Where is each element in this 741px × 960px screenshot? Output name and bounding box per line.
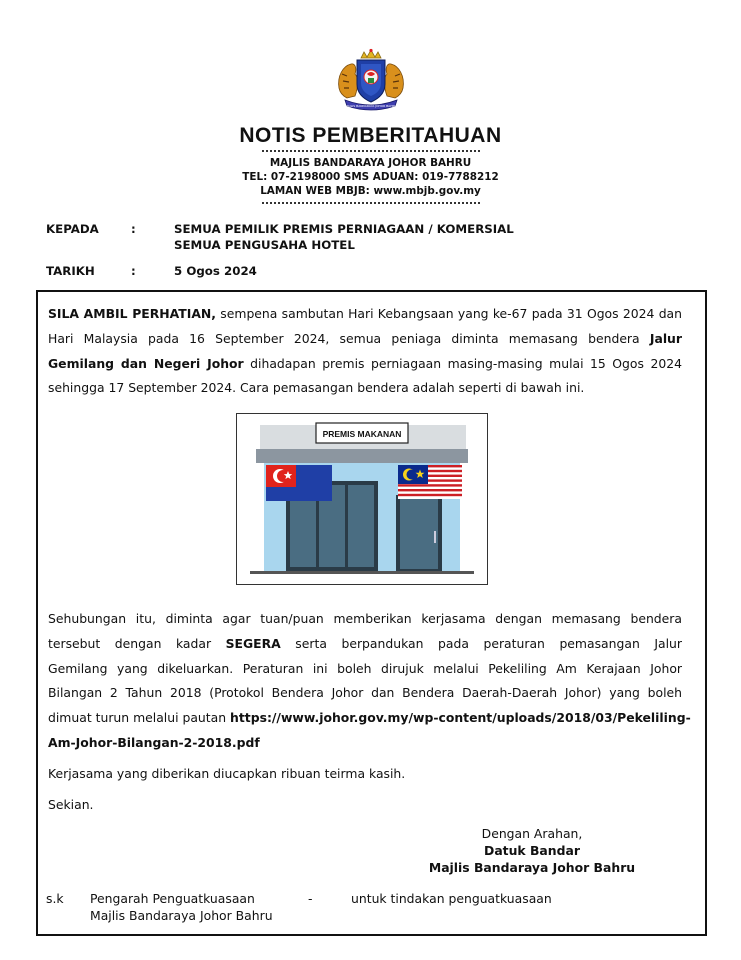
flag-name-bold-1: Jalur xyxy=(649,330,682,346)
johor-flag-icon xyxy=(266,465,332,501)
shopfront-flag-illustration xyxy=(236,413,488,585)
cc-purpose: untuk tindakan penguatkuasaan xyxy=(351,891,552,906)
tarikh-label: TARIKH xyxy=(46,264,95,278)
attention-lead: SILA AMBIL PERHATIAN, xyxy=(48,306,217,321)
tarikh-colon: : xyxy=(131,264,136,278)
paragraph-cooperation: Sehubungan itu, diminta agar tuan/puan memberikan kerjasama dengan memasang bendera tersebut dengan kadar SEGERA serta berpandukan pada peraturan pemasangan Jalur Gemilang yang dikeluarkan. Peraturan ini boleh dirujuk melalui Pekeliling Am Kerajaan Johor Bilangan 2 Tahun 2018 (Protokol Bendera Johor dan Bendera Daerah-Daerah Johor) yang boleh dimuat turun melalui pautan https://www.johor.gov.my/wp-content/uploads/2018/03/Pekeliling- xyxy=(48,611,691,726)
paragraph-thanks: Kerjasama yang diberikan diucapkan ribuan teirma kasih. xyxy=(48,766,406,781)
contact-numbers: TEL: 07-2198000 SMS ADUAN: 019-7788212 xyxy=(242,171,499,183)
paragraph-attention: SILA AMBIL PERHATIAN, sempena sambutan Hari Kebangsaan yang ke-67 pada 31 Ogos 2024 dan Hari Malaysia pada 16 September 2024, semua peniaga diminta memasang bendera Jalur Gemilang dan Negeri Johor dihadapan premis perniagaan masing-masing mulai 15 Ogos 2024 xyxy=(48,306,682,371)
tarikh-value: 5 Ogos 2024 xyxy=(174,264,257,278)
circular-download-link[interactable]: https://www.johor.gov.my/wp-content/uploads/2018/03/Pekeliling- xyxy=(230,710,691,726)
cc-label: s.k xyxy=(46,891,64,906)
dotted-divider-top xyxy=(262,150,480,152)
shop-sign-text: PREMIS MAKANAN xyxy=(322,429,402,439)
kepada-label: KEPADA xyxy=(46,222,99,236)
paragraph-attention-last-line: sehingga 17 September 2024. Cara pemasangan bendera adalah seperti di bawah ini. xyxy=(48,380,585,395)
website-line: LAMAN WEB MBJB: www.mbjb.gov.my xyxy=(260,185,481,197)
signature-salutation: Dengan Arahan, xyxy=(481,826,583,841)
organization-name: MAJLIS BANDARAYA JOHOR BAHRU xyxy=(269,157,472,169)
dotted-divider-bottom xyxy=(262,202,480,204)
circular-download-link-end[interactable]: Am-Johor-Bilangan-2-2018.pdf xyxy=(48,735,260,750)
flag-name-bold-2: Gemilang dan Negeri Johor xyxy=(48,355,244,371)
mbjb-crest-logo xyxy=(333,48,409,114)
cc-recipient: Pengarah Penguatkuasaan xyxy=(90,891,255,906)
malaysia-flag-icon xyxy=(398,465,462,499)
crest-scroll-text: MAJLIS BANDARAYA JOHOR BAHRU xyxy=(345,104,397,108)
signature-title: Datuk Bandar xyxy=(484,843,580,858)
notice-title: NOTIS PEMBERITAHUAN xyxy=(239,124,502,147)
kepada-recipient-1: SEMUA PEMILIK PREMIS PERNIAGAAN / KOMERSIAL xyxy=(174,222,514,236)
urgent-emphasis: SEGERA xyxy=(225,635,281,651)
cc-dash: - xyxy=(308,891,313,906)
paragraph-closing: Sekian. xyxy=(48,797,94,812)
cc-recipient-organization: Majlis Bandaraya Johor Bahru xyxy=(90,908,273,923)
kepada-recipient-2: SEMUA PENGUSAHA HOTEL xyxy=(174,238,355,252)
kepada-colon: : xyxy=(131,222,136,236)
signature-organization: Majlis Bandaraya Johor Bahru xyxy=(428,860,636,875)
